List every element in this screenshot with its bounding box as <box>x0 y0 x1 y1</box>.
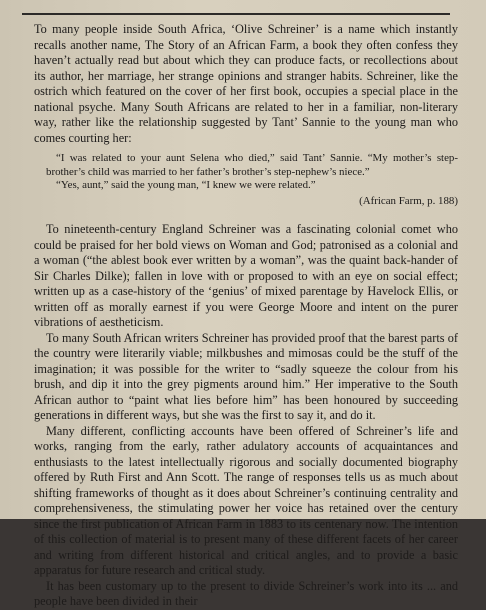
block-quote <box>46 152 458 208</box>
paragraph-1: To many people inside South Africa, ‘Olive Schreiner’ is a name which instantly recalls another name, The Story of an African Farm, a book they often confess they haven’t actually read but about which they can produce facts, or recollections about its author, her marriage, her strange opinions and stranger habits. Schreiner, like the ostrich which featured on the cover of her first book, occupies a special place in the national psyche. Many South Africans are related to her in a familiar, non-literary way, rather like the relationship suggested by Tant’ Sannie to the young man who comes courting her: <box>34 22 458 145</box>
header-rule <box>22 13 450 15</box>
paragraph-2: To nineteenth-century England Schreiner was a fascinating colonial comet who could be praised for her bold views on Woman and God; patronised as a colonial and a woman (“the ablest book ever written by a woman”, was the quaint back-hander of Sir Charles Dilke); fallen in love with or proposed to with an eye on social effect; written up as a case-history of the ‘genius’ of mixed parentage by Havelock Ellis, or written off as morally earnest if you were George Moore and intent on the purer vibrations of aestheticism. <box>34 222 458 330</box>
quote-reference: (African Farm, p. 188) <box>359 194 458 207</box>
paragraph-4: Many different, conflicting accounts have been offered of Schreiner’s life and works, ranging from the early, rather adulatory accounts of acquaintances and enthusiasts to the latest intellectually rigorous and socially documented biography offered by Ruth First and Ann Scott. The range of responses tells us as much about shifting frameworks of thought as it does about Schreiner’s continuing centrality and comprehensiveness, the stimulating power her voice has retained over the century since the first publication of African Farm in 1883 to its centenary now. The intention of this collection of material is to present many of these different facets of her career and writing from different historical and critical angles, and to provide a basic apparatus for future research and critical study. <box>34 423 458 578</box>
body-text <box>34 22 458 610</box>
section-gap <box>34 212 458 222</box>
paragraph-5: It has been customary up to the present to divide Schreiner’s work into its ... and people have been divided in their <box>34 578 458 609</box>
paragraph-3: To many South African writers Schreiner has provided proof that the barest parts of the country were literarily viable; milkbushes and mimosas could be the stuff of the imagination; it was possible for the writer to “sadly squeeze the colour from his brush, and dip it into the grey pigments around him.” Her imperative to the South African author to “paint what lies before him” has been honoured by succeeding generations in different ways, but she was the first to say it, and do it. <box>34 330 458 423</box>
quote-line-2: “Yes, aunt,” said the young man, “I knew we were related.” <box>56 179 316 192</box>
quote-line-1: “I was related to your aunt Selena who died,” said Tant’ Sannie. “My mother’s step-brother’s child was married to her father’s brother’s step-nephew’s niece.” <box>46 152 458 178</box>
